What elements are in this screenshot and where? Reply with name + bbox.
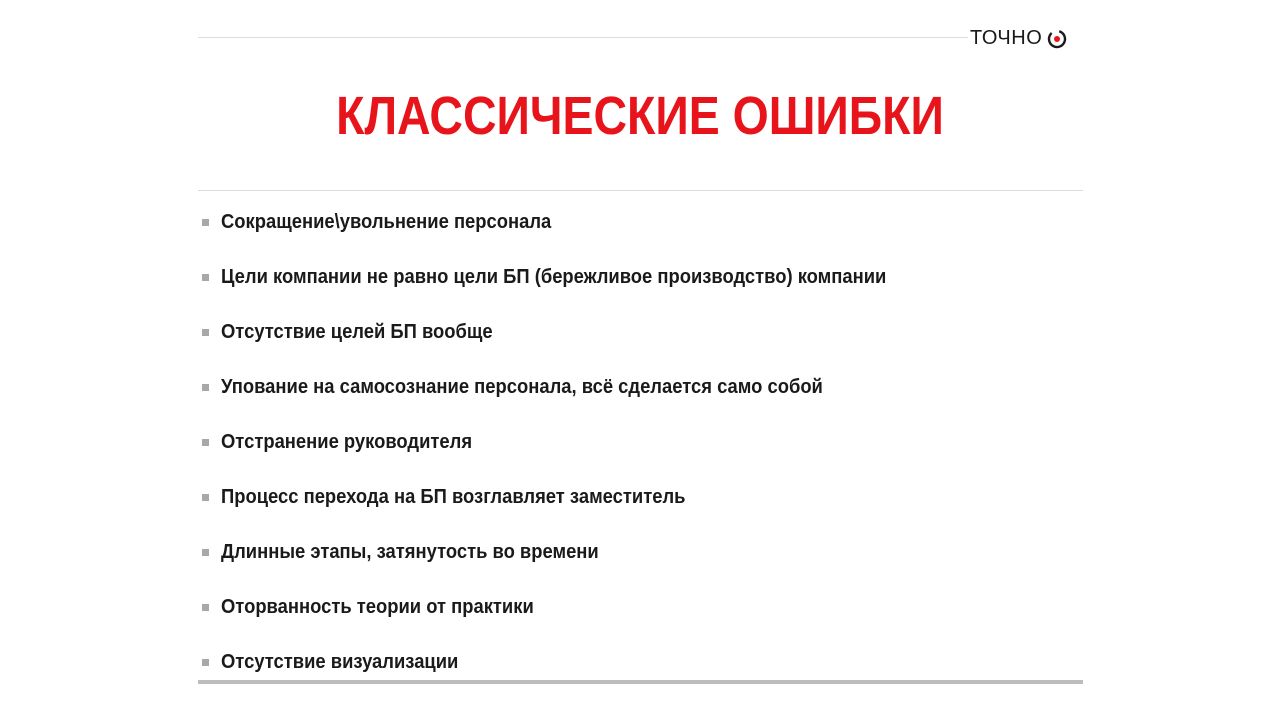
list-item <box>198 195 944 250</box>
square-bullet-icon <box>202 329 209 336</box>
list-item <box>198 360 944 415</box>
list-item-label: Отстранение руководителя <box>221 431 473 453</box>
square-bullet-icon <box>202 549 209 556</box>
square-bullet-icon <box>202 659 209 666</box>
list-item <box>198 250 944 305</box>
square-bullet-icon <box>202 439 209 446</box>
square-bullet-icon <box>202 384 209 391</box>
list-item-label: Упование на самосознание персонала, всё сделается само собой <box>221 376 823 398</box>
square-bullet-icon <box>202 604 209 611</box>
list-item-label: Длинные этапы, затянутость во времени <box>221 541 599 563</box>
logo-text: ТОЧНО <box>970 27 1043 49</box>
page-title: КЛАССИЧЕСКИЕ ОШИБКИ <box>336 86 944 146</box>
list-item <box>198 525 944 580</box>
list-item-label: Процесс перехода на БП возглавляет заместитель <box>221 486 686 508</box>
brand-logo <box>970 25 1068 51</box>
list-item <box>198 470 944 525</box>
list-item-label: Отсутствие целей БП вообще <box>221 321 493 343</box>
list-item-label: Цели компании не равно цели БП (бережливое производство) компании <box>221 266 887 288</box>
target-o-icon <box>1046 27 1068 49</box>
list-item <box>198 580 944 635</box>
square-bullet-icon <box>202 274 209 281</box>
square-bullet-icon <box>202 494 209 501</box>
bottom-divider <box>198 680 1083 684</box>
square-bullet-icon <box>202 219 209 226</box>
list-item <box>198 415 944 470</box>
list-item-label: Сокращение\увольнение персонала <box>221 211 552 233</box>
top-divider <box>198 37 968 38</box>
list-item-label: Отсутствие визуализации <box>221 651 459 673</box>
list-item-label: Оторванность теории от практики <box>221 596 534 618</box>
list-item <box>198 305 944 360</box>
title-divider <box>198 190 1083 191</box>
errors-list <box>198 195 944 690</box>
